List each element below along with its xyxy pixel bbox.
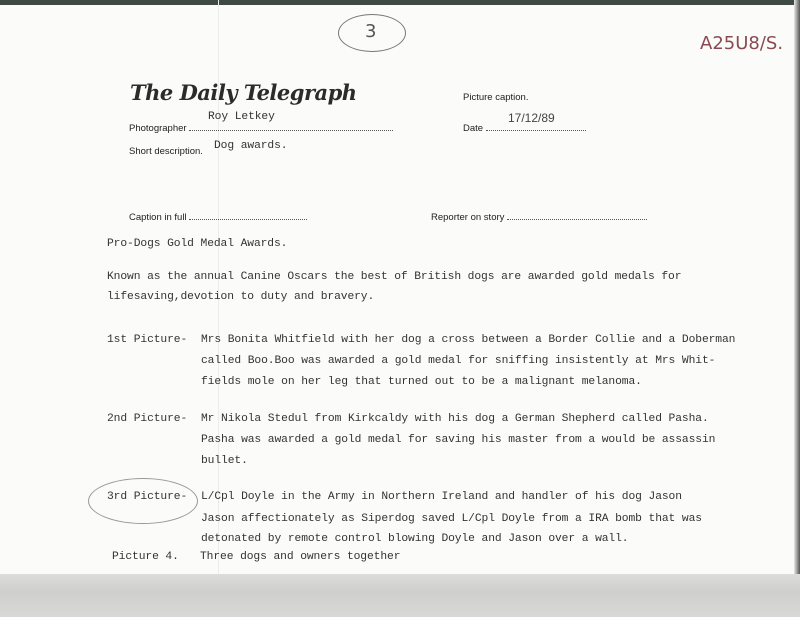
picture-caption-label: Picture caption. <box>463 92 529 103</box>
caption-in-full-field <box>129 210 307 223</box>
picture-2-line: Pasha was awarded a gold medal for saving his master from a would be assassin <box>201 434 716 446</box>
short-description-label: Short description. <box>129 146 203 157</box>
caption-line <box>189 210 307 220</box>
reporter-label: Reporter on story <box>431 212 505 223</box>
masthead-logo: The Daily Telegraph <box>130 80 357 105</box>
intro-line: lifesaving,devotion to duty and bravery. <box>107 291 375 303</box>
circled-number: 3 <box>338 14 406 52</box>
reporter-line <box>507 210 647 220</box>
picture-4-label: Picture 4. <box>112 551 179 563</box>
picture-2-line: Mr Nikola Stedul from Kirkcaldy with his dog a German Shepherd called Pasha. <box>201 413 709 425</box>
scan-right-edge <box>794 0 800 617</box>
picture-3-line: L/Cpl Doyle in the Army in Northern Ireland and handler of his dog Jason <box>201 491 682 503</box>
picture-2-label: 2nd Picture- <box>107 413 188 425</box>
intro-line: Known as the annual Canine Oscars the best of British dogs are awarded gold medals for <box>107 271 682 283</box>
picture-1-label: 1st Picture- <box>107 334 188 346</box>
picture-1-line: fields mole on her leg that turned out to be a malignant melanoma. <box>201 376 642 388</box>
scan-top-edge <box>0 0 800 5</box>
date-value: 17/12/89 <box>508 111 555 125</box>
picture-3-line: detonated by remote control blowing Doyle and Jason over a wall. <box>201 533 629 545</box>
reporter-field <box>431 210 647 223</box>
short-description-value: Dog awards. <box>214 140 288 152</box>
scan-bottom-edge <box>0 574 800 617</box>
picture-3-line: Jason affectionately as Siperdog saved L/Cpl Doyle from a IRA bomb that was <box>201 513 702 525</box>
picture-1-line: Mrs Bonita Whitfield with her dog a cross between a Border Collie and a Doberman <box>201 334 736 346</box>
photographer-value: Roy Letkey <box>208 111 275 123</box>
picture-4-line: Three dogs and owners together <box>200 551 401 563</box>
caption-in-full-label: Caption in full <box>129 212 187 223</box>
archive-reference: A25U8/S. <box>700 33 784 54</box>
picture-1-line: called Boo.Boo was awarded a gold medal for sniffing insistently at Mrs Whit- <box>201 355 716 367</box>
date-label: Date <box>463 123 484 134</box>
caption-title: Pro-Dogs Gold Medal Awards. <box>107 238 288 250</box>
picture-3-label: 3rd Picture- <box>107 491 188 503</box>
photographer-label: Photographer <box>129 123 187 134</box>
picture-2-line: bullet. <box>201 455 248 467</box>
